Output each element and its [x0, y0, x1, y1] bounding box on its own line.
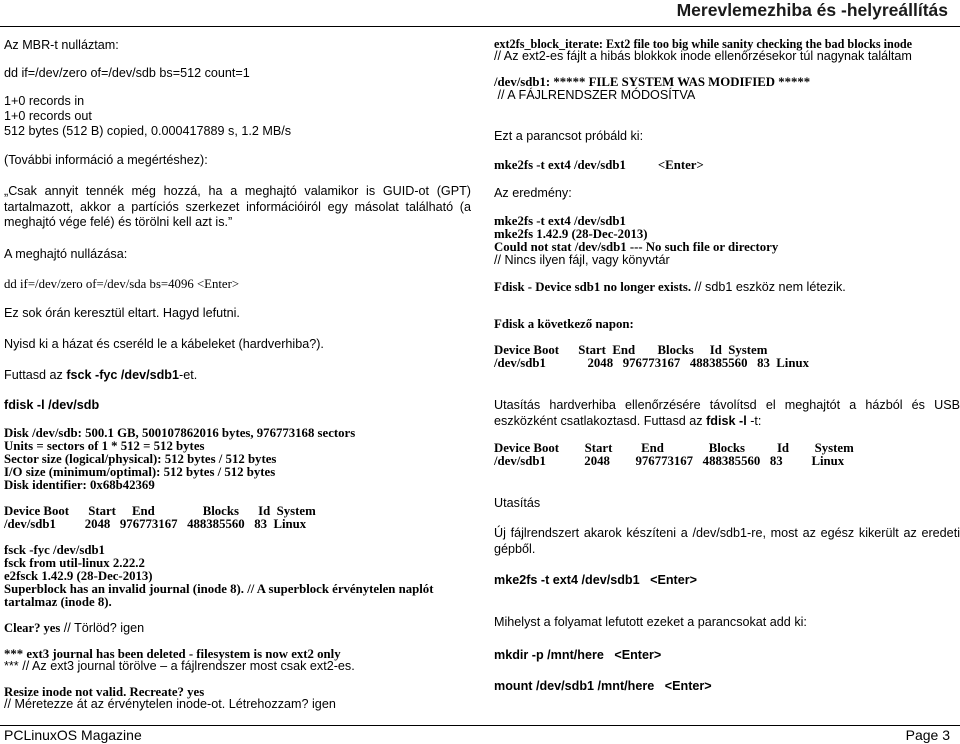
table-row: /dev/sdb1 2048 976773167 488385560 83 Linux — [494, 454, 845, 468]
text-paragraph: Új fájlrendszert akarok készíteni a /dev/sdb1-re, most az egész kikerült az eredeti gépből. — [494, 526, 960, 556]
command-inline: fsck -fyc /dev/sdb1 — [66, 368, 180, 382]
text-fragment: -t: — [746, 413, 762, 428]
text-line: Ez sok órán keresztül eltart. Hagyd lefutni. — [4, 306, 240, 320]
table-header: Device Boot Start End Blocks Id System — [4, 504, 316, 518]
output-line: /dev/sdb1: ***** FILE SYSTEM WAS MODIFIED ***** — [494, 75, 811, 89]
section-heading: Fdisk a következő napon: — [494, 317, 634, 331]
translation-line: // Nincs ilyen fájl, vagy könyvtár — [494, 253, 670, 267]
output-line: Disk identifier: 0x68b42369 — [4, 478, 155, 492]
text-line: Utasítás — [494, 496, 541, 510]
text-line: Ezt a parancsot próbáld ki: — [494, 129, 644, 143]
text-fragment: -et. — [179, 368, 198, 382]
output-line: mke2fs 1.42.9 (28-Dec-2013) — [494, 227, 648, 241]
table-header: Device Boot Start End Blocks Id System — [494, 343, 768, 357]
instruction-paragraph — [494, 398, 960, 429]
text-line: (További információ a megértéshez): — [4, 153, 208, 167]
output-line: 1+0 records in — [4, 94, 85, 108]
output-line: ext2fs_block_iterate: Ext2 file too big while sanity checking the bad blocks inode — [494, 37, 913, 51]
output-line: 512 bytes (512 B) copied, 0.000417889 s, 1.2 MB/s — [4, 124, 292, 138]
text-line — [4, 368, 197, 383]
footer-divider — [0, 725, 960, 726]
text-fragment: Fdisk - Device sdb1 no longer exists. — [494, 280, 692, 294]
command-line: mkdir -p /mnt/here <Enter> — [494, 648, 662, 662]
text-fragment: Utasítás hardverhiba ellenőrzésére távolítsd el meghajtót a házból és USB eszközként csatlakoztasd. Futtasd az — [494, 398, 960, 428]
command-fragment: mke2fs -t ext4 /dev/sdb1 — [494, 158, 626, 172]
output-line: Superblock has an invalid journal (inode 8). // A superblock érvénytelen naplót tartalmaz (inode 8). — [4, 582, 434, 609]
text-line: Nyisd ki a házat és cseréld le a kábeleket (hardverhiba?). — [4, 337, 324, 351]
translation-line: // Az ext2-es fájlt a hibás blokkok inode ellenőrzésekor túl nagynak találtam — [494, 49, 912, 63]
page-title: Merevlemezhiba és -helyreállítás — [676, 0, 948, 20]
output-line: Resize inode not valid. Recreate? yes — [4, 685, 205, 699]
quote-paragraph: „Csak annyit tennék még hozzá, ha a meghajtó valamikor is GUID-ot (GPT) tartalmazott, akkor a partíciós szerkezet információiról egy másolat található (a meghajtó vége felé) és törölni kell azt is.” — [4, 184, 471, 229]
command-line: dd if=/dev/zero of=/dev/sdb bs=512 count=1 — [4, 66, 250, 80]
text-fragment: Futtasd az — [4, 368, 67, 382]
translation-fragment: // sdb1 eszköz nem létezik. — [691, 280, 846, 294]
page-number: Page 3 — [905, 727, 950, 743]
output-line: *** ext3 journal has been deleted - filesystem is now ext2 only — [4, 647, 341, 661]
command-line: mke2fs -t ext4 /dev/sdb1 <Enter> — [494, 573, 697, 587]
text-line: Az MBR-t nulláztam: — [4, 38, 119, 52]
table-row: /dev/sdb1 2048 976773167 488385560 83 Linux — [4, 517, 307, 531]
magazine-name: PCLinuxOS Magazine — [4, 727, 142, 743]
text-line: Az eredmény: — [494, 186, 572, 200]
text-line — [494, 281, 846, 294]
translation-fragment: // Törlöd? igen — [60, 621, 145, 635]
output-line: Units = sectors of 1 * 512 = 512 bytes — [4, 439, 205, 453]
command-line — [494, 159, 704, 172]
output-line — [4, 621, 144, 636]
table-header: Device Boot Start End Blocks Id System — [494, 441, 854, 455]
text-line: Mihelyst a folyamat lefutott ezeket a parancsokat add ki: — [494, 615, 807, 629]
command-line: fsck -fyc /dev/sdb1 — [4, 543, 105, 557]
output-line: I/O size (minimum/optimal): 512 bytes / 512 bytes — [4, 465, 276, 479]
command-line: dd if=/dev/zero of=/dev/sda bs=4096 <Enter> — [4, 277, 240, 291]
output-line: Disk /dev/sdb: 500.1 GB, 500107862016 bytes, 976773168 sectors — [4, 426, 356, 440]
prompt-fragment: Clear? yes — [4, 621, 61, 635]
command-line: mount /dev/sdb1 /mnt/here <Enter> — [494, 679, 712, 693]
output-line: e2fsck 1.42.9 (28-Dec-2013) — [4, 569, 153, 583]
page-header — [0, 0, 960, 26]
header-divider — [0, 26, 960, 27]
command-line: mke2fs -t ext4 /dev/sdb1 — [494, 214, 626, 228]
text-line: A meghajtó nullázása: — [4, 247, 128, 261]
output-line: 1+0 records out — [4, 109, 92, 123]
command-inline: fdisk -l — [706, 413, 747, 428]
translation-line: // A FÁJLRENDSZER MÓDOSÍTVA — [494, 88, 696, 102]
command-line: fdisk -l /dev/sdb — [4, 398, 100, 412]
output-line: Sector size (logical/physical): 512 bytes / 512 bytes — [4, 452, 277, 466]
enter-key: <Enter> — [657, 158, 704, 172]
output-line: fsck from util-linux 2.22.2 — [4, 556, 145, 570]
translation-line: *** // Az ext3 journal törölve – a fájlrendszer most csak ext2-es. — [4, 659, 355, 673]
table-row: /dev/sdb1 2048 976773167 488385560 83 Linux — [494, 356, 809, 370]
output-line: Could not stat /dev/sdb1 --- No such file or directory — [494, 240, 779, 254]
translation-line: // Méretezze át az érvénytelen inode-ot. Létrehozzam? igen — [4, 697, 336, 711]
